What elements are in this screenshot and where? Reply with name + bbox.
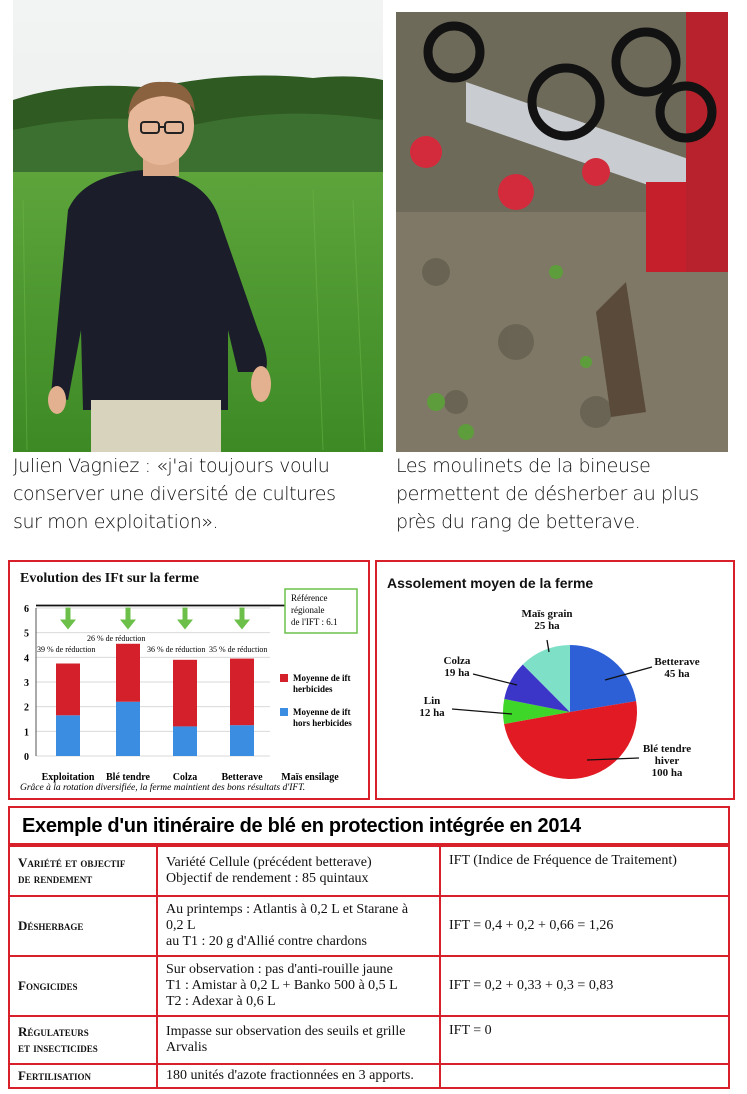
y-tick-label: 2 <box>24 702 29 714</box>
row-label: Fongicides <box>9 956 157 1016</box>
caption-line: près du rang de betterave. <box>396 511 641 533</box>
bar-segment <box>116 702 140 756</box>
y-tick-label: 5 <box>24 628 29 640</box>
pie-label: Colza <box>443 655 471 667</box>
bar-segment <box>230 659 254 726</box>
table-row <box>9 956 729 1016</box>
row-label: Régulateurs et insecticides <box>9 1016 157 1064</box>
bar-segment <box>230 725 254 756</box>
x-tick-label: Betterave <box>221 772 263 783</box>
y-tick-label: 1 <box>24 727 29 739</box>
legend-label: Moyenne de ift <box>293 673 351 683</box>
pie-label: Maïs grain <box>521 608 573 620</box>
legend-swatch-herbicides <box>280 674 288 682</box>
legend-swatch-hors-herbicides <box>280 708 288 716</box>
table-row <box>9 896 729 956</box>
x-tick-label: Maïs ensilage <box>281 772 339 783</box>
pie-value: 19 ha <box>444 667 470 679</box>
chart-footnote: Grâce à la rotation diversifiée, la ferme maintient des bons résultats d'IFT. <box>20 783 306 793</box>
caption-line: sur mon exploitation». <box>13 511 219 533</box>
row-details: Au printemps : Atlantis à 0,2 L et Starane à 0,2 L au T1 : 20 g d'Allié contre chardons <box>157 896 440 956</box>
pie-slice <box>570 645 636 712</box>
legend-label: hors herbicides <box>293 718 352 728</box>
x-tick-label: Exploitation <box>41 772 95 783</box>
hoe-photo <box>396 12 728 452</box>
ift-bars <box>56 644 254 756</box>
pie-value: 12 ha <box>419 707 445 719</box>
y-tick-label: 4 <box>24 653 29 665</box>
y-tick-label: 6 <box>24 604 29 615</box>
pie-label: hiver <box>654 755 680 767</box>
chart-title: Assolement moyen de la ferme <box>387 575 594 591</box>
caption-line: Les moulinets de la bineuse <box>396 455 651 477</box>
row-details: Sur observation : pas d'anti-rouille jaune T1 : Amistar à 0,2 L + Banko 500 à 0,5 L T2 : Adexar à 0,6 L <box>157 956 440 1016</box>
table-row <box>9 1016 729 1064</box>
reduction-arrow <box>240 608 245 620</box>
row-ift: IFT = 0,2 + 0,33 + 0,3 = 0,83 <box>440 956 729 1016</box>
pie-label: Blé tendre <box>642 743 692 755</box>
pie-label: Lin <box>423 695 441 707</box>
bar-segment <box>173 660 197 727</box>
reduction-arrow <box>120 620 136 630</box>
reduction-label: 26 % de réduction <box>87 634 146 643</box>
bar-segment <box>116 644 140 702</box>
reference-label: de l'IFT : 6.1 <box>291 617 338 627</box>
legend-label: herbicides <box>293 684 333 694</box>
pie-label: Betterave <box>654 656 700 668</box>
bar-segment <box>56 715 80 756</box>
row-label: Fertilisation <box>9 1064 157 1088</box>
y-tick-label: 3 <box>24 678 29 689</box>
table-row <box>9 1064 729 1088</box>
row-label: Désherbage <box>9 896 157 956</box>
farmer-caption <box>13 452 336 536</box>
assolement-chart-box <box>375 560 735 800</box>
reduction-arrow <box>66 608 71 620</box>
reduction-label: 39 % de réduction <box>37 645 96 654</box>
x-tick-label: Colza <box>172 772 198 783</box>
reduction-arrow <box>126 608 131 620</box>
row-details: Variété Cellule (précédent betterave) Objectif de rendement : 85 quintaux <box>157 846 440 896</box>
leader-line <box>452 709 512 714</box>
reference-label: Référence <box>291 593 328 603</box>
caption-line: conserver une diversité de cultures <box>13 483 336 505</box>
chart-title: Evolution des IFt sur la ferme <box>20 571 200 586</box>
farmer-photo <box>13 0 383 452</box>
caption-line: permettent de désherber au plus <box>396 483 699 505</box>
x-tick-label: Blé tendre <box>106 772 150 783</box>
reduction-arrow <box>234 620 250 630</box>
reference-label: régionale <box>291 605 325 615</box>
hoe-caption <box>396 452 699 536</box>
legend-label: Moyenne de ift <box>293 707 351 717</box>
assolement-chart <box>377 562 732 797</box>
reduction-arrow <box>183 608 188 620</box>
row-label: Variété et objectif de rendement <box>9 846 157 896</box>
row-details: 180 unités d'azote fractionnées en 3 apports. <box>157 1064 440 1088</box>
pie-value: 25 ha <box>534 620 560 632</box>
table-row <box>9 846 729 896</box>
bar-segment <box>173 726 197 756</box>
pie-value: 100 ha <box>651 767 683 779</box>
itinerary-title <box>8 806 730 845</box>
caption-line: Julien Vagniez : «j'ai toujours voulu <box>13 455 330 477</box>
itinerary-table <box>8 845 730 1089</box>
itinerary-title-text: Exemple d'un itinéraire de blé en protection intégrée en 2014 <box>22 815 581 837</box>
bar-segment <box>56 664 80 716</box>
y-tick-label: 0 <box>24 752 29 763</box>
row-details: Impasse sur observation des seuils et grille Arvalis <box>157 1016 440 1064</box>
row-ift: IFT = 0 <box>440 1016 729 1064</box>
reduction-arrow <box>177 620 193 630</box>
row-ift: IFT (Indice de Fréquence de Traitement) <box>440 846 729 896</box>
reduction-label: 35 % de réduction <box>209 645 268 654</box>
pie-value: 45 ha <box>664 668 690 680</box>
row-ift <box>440 1064 729 1088</box>
reduction-label: 36 % de réduction <box>147 645 206 654</box>
ift-chart <box>10 562 367 797</box>
row-ift: IFT = 0,4 + 0,2 + 0,66 = 1,26 <box>440 896 729 956</box>
ift-chart-box <box>8 560 370 800</box>
leader-line <box>473 674 517 685</box>
reduction-arrow <box>60 620 76 630</box>
